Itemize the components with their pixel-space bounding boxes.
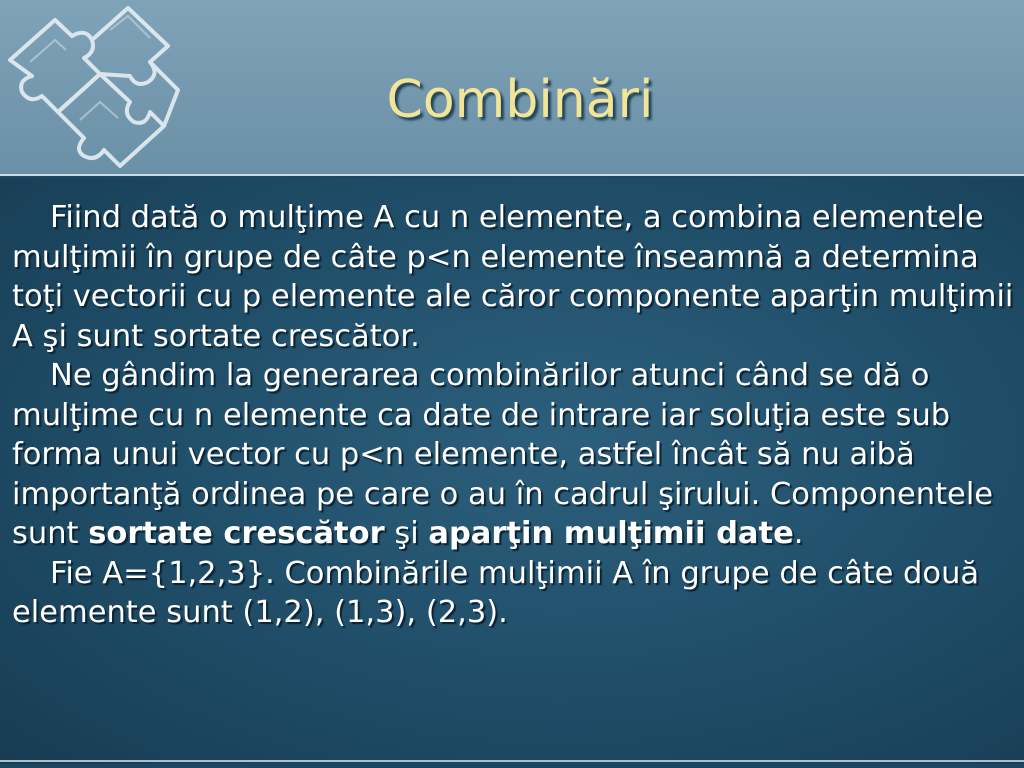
slide-title: Combinări [386, 70, 654, 130]
usage-bold-sorted: sortate crescător [88, 516, 385, 551]
paragraph-example: Fie A={1,2,3}. Combinările mulţimii A în grupe de câte două elemente sunt (1,2), (1,3), (2,3). [12, 555, 980, 630]
usage-text-start: Ne gândim la generarea combinărilor atunci când se dă o mulţime cu n elemente ca date de intrare iar soluţia este sub forma unui vector cu p<n elemente, astfel încât să nu aibă importanţă ordinea pe care o au în cadrul şirului. Componentele sunt [12, 358, 994, 551]
usage-text-mid: şi [384, 516, 429, 551]
paragraph-definition: Fiind dată o mulţime A cu n elemente, a combina elementele mulţimii în grupe de câte p<n elemente înseamnă a determina toţi vectorii cu p elemente ale căror componente aparţin mulţimii A şi sunt sortate crescător. [12, 200, 1014, 354]
usage-text-end: . [793, 516, 804, 551]
usage-bold-belong: aparţin mulţimii date [428, 516, 794, 551]
puzzle-pieces-icon [0, 0, 190, 190]
title-divider [0, 174, 1024, 176]
slide-body [0, 178, 1024, 764]
body-text [12, 198, 1016, 633]
bottom-divider [0, 760, 1024, 762]
paragraph-usage [12, 356, 1016, 554]
title-bar [0, 0, 1024, 176]
